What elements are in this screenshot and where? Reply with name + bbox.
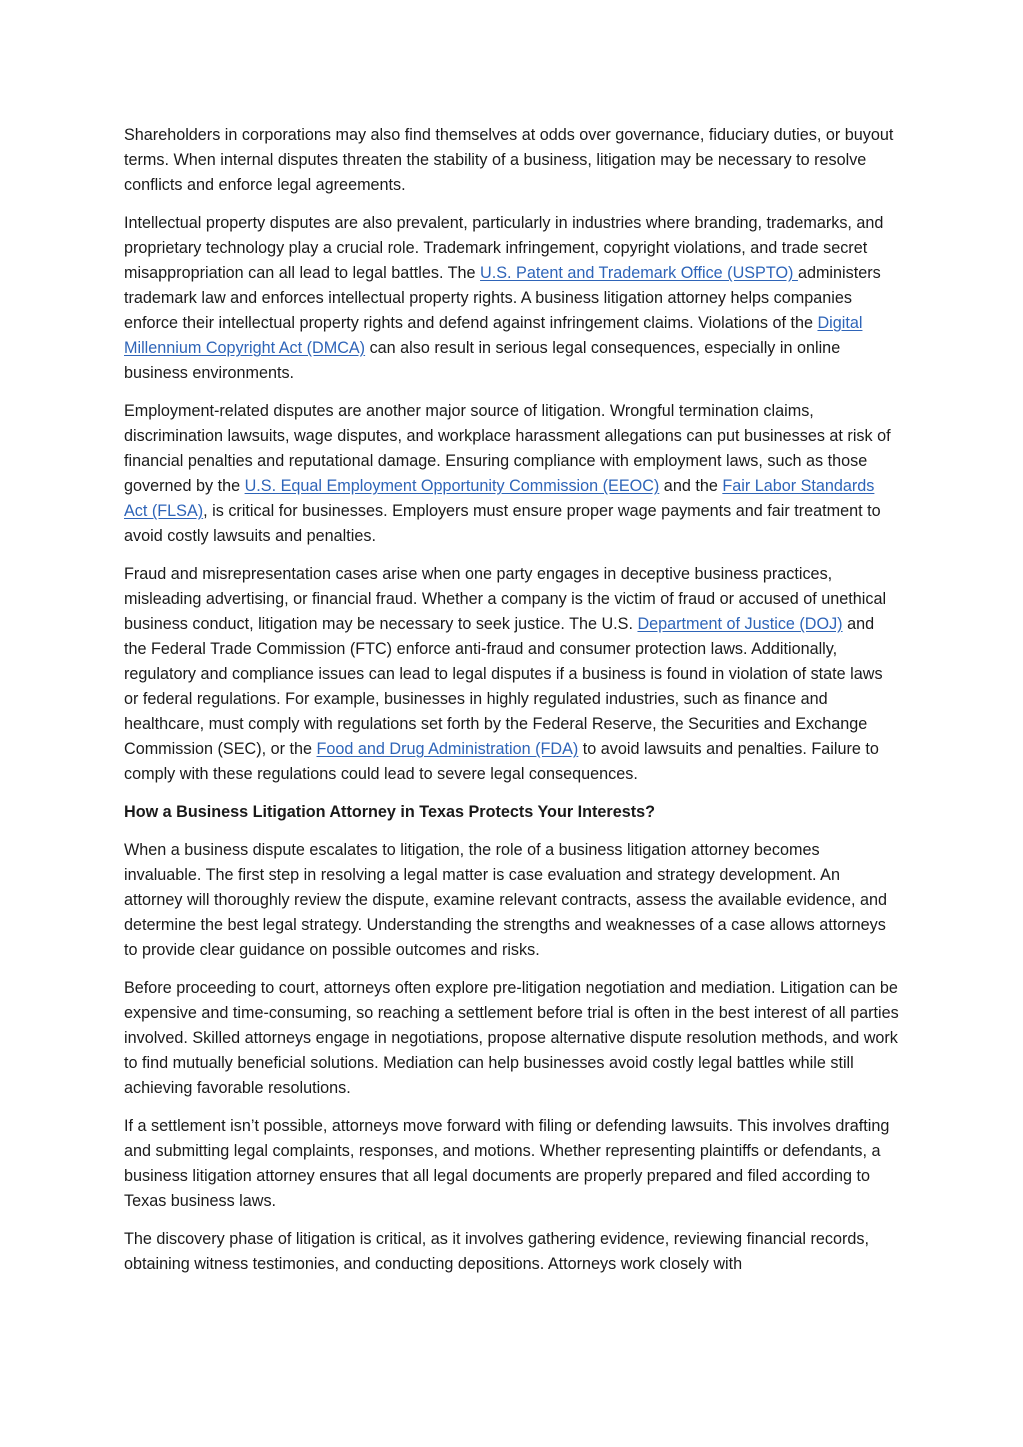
paragraph-filing-lawsuits: If a settlement isn’t possible, attorneys move forward with filing or defending lawsuits. This involves drafting and submitting legal complaints, responses, and motions. Whether representing plaintiffs or defendants, a business litigation attorney ensures that all legal documents are properly prepared and filed according to Texas business laws. — [124, 1117, 890, 1210]
paragraph-shareholder-disputes — [124, 123, 899, 198]
paragraph-text: to avoid lawsuits and penalties. Failure to comply with these regulations could lead to severe legal consequences. — [124, 740, 879, 783]
paragraph-text: can also result in serious legal consequences, especially in online business environments. — [124, 339, 841, 382]
paragraph-text: administers trademark law and enforces intellectual property rights. A business litigation attorney helps companies enforce their intellectual property rights and defend against infringement claims. Violations of the — [124, 264, 881, 332]
paragraph-discovery-phase: The discovery phase of litigation is critical, as it involves gathering evidence, reviewing financial records, obtaining witness testimonies, and conducting depositions. Attorneys work closely with — [124, 1230, 869, 1273]
paragraph-text: Intellectual property disputes are also prevalent, particularly in industries where branding, trademarks, and proprietary technology play a crucial role. Trademark infringement, copyright violations, and trade secret misappropriation can all lead to legal battles. The — [124, 214, 884, 282]
paragraph-employment-disputes — [124, 399, 899, 549]
link-doj[interactable]: Department of Justice (DOJ) — [637, 615, 843, 633]
paragraph-case-evaluation: When a business dispute escalates to litigation, the role of a business litigation attorney becomes invaluable. The first step in resolving a legal matter is case evaluation and strategy development. An attorney will thoroughly review the dispute, examine relevant contracts, assess the available evidence, and determine the best legal strategy. Understanding the strengths and weaknesses of a case allows attorneys to provide clear guidance on possible outcomes and risks. — [124, 841, 888, 959]
paragraph-text: Employment-related disputes are another major source of litigation. Wrongful termination claims, discrimination lawsuits, wage disputes, and workplace harassment allegations can put businesses at risk of financial penalties and reputational damage. Ensuring compliance with employment laws, such as those governed by the — [124, 402, 891, 495]
link-uspto[interactable]: U.S. Patent and Trademark Office (USPTO) — [480, 264, 798, 282]
link-dmca[interactable]: Digital Millennium Copyright Act (DMCA) — [124, 314, 863, 357]
section-heading: How a Business Litigation Attorney in Texas Protects Your Interests? — [124, 803, 655, 821]
paragraph-text: , is critical for businesses. Employers must ensure proper wage payments and fair treatment to avoid costly lawsuits and penalties. — [124, 502, 881, 545]
paragraph-intellectual-property — [124, 211, 899, 386]
paragraph-text: and the — [659, 477, 723, 495]
link-fda[interactable]: Food and Drug Administration (FDA) — [316, 740, 579, 758]
paragraph-text: Shareholders in corporations may also find themselves at odds over governance, fiduciary duties, or buyout terms. When internal disputes threaten the stability of a business, litigation may be necessary to resolve conflicts and enforce legal agreements. — [124, 126, 894, 194]
paragraph-pre-litigation: Before proceeding to court, attorneys often explore pre-litigation negotiation and mediation. Litigation can be expensive and time-consuming, so reaching a settlement before trial is often in the best interest of all parties involved. Skilled attorneys engage in negotiations, propose alternative dispute resolution methods, and work to find mutually beneficial solutions. Mediation can help businesses avoid costly legal battles while still achieving favorable resolutions. — [124, 979, 899, 1097]
paragraph-text: Fraud and misrepresentation cases arise when one party engages in deceptive business practices, misleading advertising, or financial fraud. Whether a company is the victim of fraud or accused of unethical business conduct, litigation may be necessary to seek justice. The U.S. — [124, 565, 887, 633]
paragraph-text: and the Federal Trade Commission (FTC) enforce anti-fraud and consumer protection laws. Additionally, regulatory and compliance issues can lead to legal disputes if a business is found in violation of state laws or federal regulations. For example, businesses in highly regulated industries, such as finance and healthcare, must comply with regulations set forth by the Federal Reserve, the Securities and Exchange Commission (SEC), or the — [124, 615, 883, 758]
paragraph-fraud-misrepresentation — [124, 562, 899, 787]
link-flsa[interactable]: Fair Labor Standards Act (FLSA) — [124, 477, 875, 520]
link-eeoc[interactable]: U.S. Equal Employment Opportunity Commission (EEOC) — [244, 477, 660, 495]
